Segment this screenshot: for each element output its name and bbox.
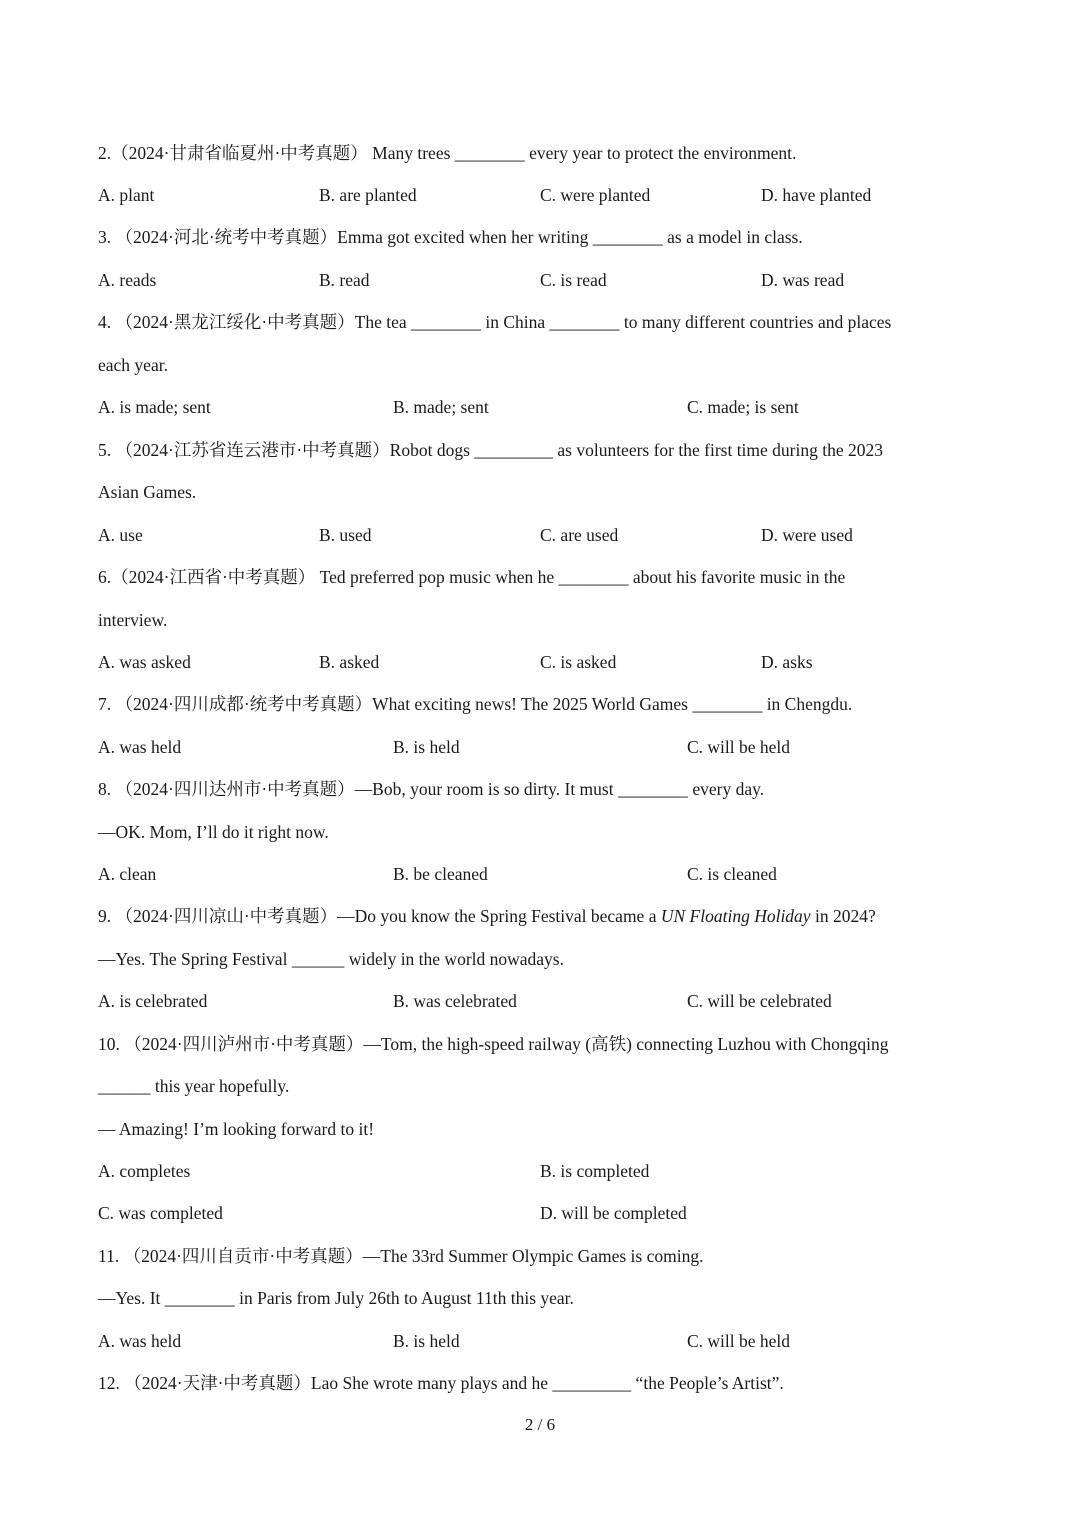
question-stem-continued: ______ this year hopefully. bbox=[98, 1076, 290, 1096]
question-stem: 12. （2024·天津·中考真题）Lao She wrote many plays and he _________ “the People’s Artist”. bbox=[98, 1373, 784, 1393]
option-c: C. is asked bbox=[540, 652, 617, 672]
option-b: B. read bbox=[319, 270, 370, 290]
question-stem: 2.（2024·甘肃省临夏州·中考真题） Many trees ________ every year to protect the environment. bbox=[98, 143, 797, 163]
option-row bbox=[98, 1326, 990, 1356]
option-row bbox=[98, 859, 990, 889]
option-a: A. was held bbox=[98, 737, 182, 757]
question-stem-continued: interview. bbox=[98, 610, 168, 630]
option-d: D. will be completed bbox=[540, 1203, 687, 1223]
option-c: C. is read bbox=[540, 270, 607, 290]
option-row bbox=[98, 647, 990, 677]
option-b: B. made; sent bbox=[393, 397, 489, 417]
question-stem: 7. （2024·四川成都·统考中考真题）What exciting news! The 2025 World Games ________ in Chengdu. bbox=[98, 694, 853, 714]
option-b: B. is held bbox=[393, 1331, 460, 1351]
question-stem: 10. （2024·四川泸州市·中考真题）—Tom, the high-speed railway (高铁) connecting Luzhou with Chongqing bbox=[98, 1034, 889, 1054]
option-c: C. are used bbox=[540, 525, 619, 545]
option-b: B. is completed bbox=[540, 1161, 650, 1181]
option-a: A. plant bbox=[98, 185, 155, 205]
question-stem: 4. （2024·黑龙江绥化·中考真题）The tea ________ in China ________ to many different countries and places bbox=[98, 312, 892, 332]
option-a: A. use bbox=[98, 525, 143, 545]
page-number: 2 / 6 bbox=[524, 1415, 556, 1434]
stem-text: in 2024? bbox=[810, 906, 876, 926]
option-a: A. clean bbox=[98, 864, 157, 884]
dialogue-reply: —Yes. It ________ in Paris from July 26th to August 11th this year. bbox=[98, 1288, 574, 1308]
option-b: B. was celebrated bbox=[393, 991, 517, 1011]
option-b: B. are planted bbox=[319, 185, 417, 205]
option-row bbox=[98, 180, 990, 210]
option-a: A. was asked bbox=[98, 652, 191, 672]
option-c: C. will be celebrated bbox=[687, 991, 832, 1011]
question-stem: 6.（2024·江西省·中考真题） Ted preferred pop music when he ________ about his favorite music in the bbox=[98, 567, 846, 587]
dialogue-reply: — Amazing! I’m looking forward to it! bbox=[98, 1119, 375, 1139]
option-d: D. have planted bbox=[761, 185, 872, 205]
option-row bbox=[98, 732, 990, 762]
option-row bbox=[98, 265, 990, 295]
option-a: A. is made; sent bbox=[98, 397, 211, 417]
option-a: A. was held bbox=[98, 1331, 182, 1351]
dialogue-reply: —OK. Mom, I’ll do it right now. bbox=[98, 822, 329, 842]
option-c: C. was completed bbox=[98, 1203, 223, 1223]
option-b: B. asked bbox=[319, 652, 380, 672]
option-row bbox=[98, 392, 990, 422]
question-stem: 11. （2024·四川自贡市·中考真题）—The 33rd Summer Olympic Games is coming. bbox=[98, 1246, 704, 1266]
option-b: B. is held bbox=[393, 737, 460, 757]
option-a: A. completes bbox=[98, 1161, 191, 1181]
option-d: D. asks bbox=[761, 652, 813, 672]
option-c: C. will be held bbox=[687, 1331, 791, 1351]
option-a: A. is celebrated bbox=[98, 991, 208, 1011]
option-c: C. will be held bbox=[687, 737, 791, 757]
option-b: B. be cleaned bbox=[393, 864, 488, 884]
question-stem bbox=[98, 901, 990, 931]
option-a: A. reads bbox=[98, 270, 157, 290]
question-stem: 3. （2024·河北·统考中考真题）Emma got excited when her writing ________ as a model in class. bbox=[98, 227, 803, 247]
option-d: D. were used bbox=[761, 525, 853, 545]
stem-text: 9. （2024·四川凉山·中考真题）—Do you know the Spring Festival became a bbox=[98, 906, 661, 926]
option-row bbox=[98, 520, 990, 550]
option-c: C. were planted bbox=[540, 185, 651, 205]
option-row bbox=[98, 986, 990, 1016]
question-stem-continued: Asian Games. bbox=[98, 482, 197, 502]
option-row bbox=[98, 1198, 990, 1228]
option-c: C. is cleaned bbox=[687, 864, 777, 884]
question-stem: 5. （2024·江苏省连云港市·中考真题）Robot dogs _________ as volunteers for the first time during the 2023 bbox=[98, 440, 883, 460]
dialogue-reply: —Yes. The Spring Festival ______ widely in the world nowadays. bbox=[98, 949, 564, 969]
option-c: C. made; is sent bbox=[687, 397, 799, 417]
option-d: D. was read bbox=[761, 270, 845, 290]
question-stem-continued: each year. bbox=[98, 355, 168, 375]
option-b: B. used bbox=[319, 525, 372, 545]
stem-italic-term: UN Floating Holiday bbox=[660, 906, 811, 926]
question-stem: 8. （2024·四川达州市·中考真题）—Bob, your room is so dirty. It must ________ every day. bbox=[98, 779, 765, 799]
option-row bbox=[98, 1156, 990, 1186]
